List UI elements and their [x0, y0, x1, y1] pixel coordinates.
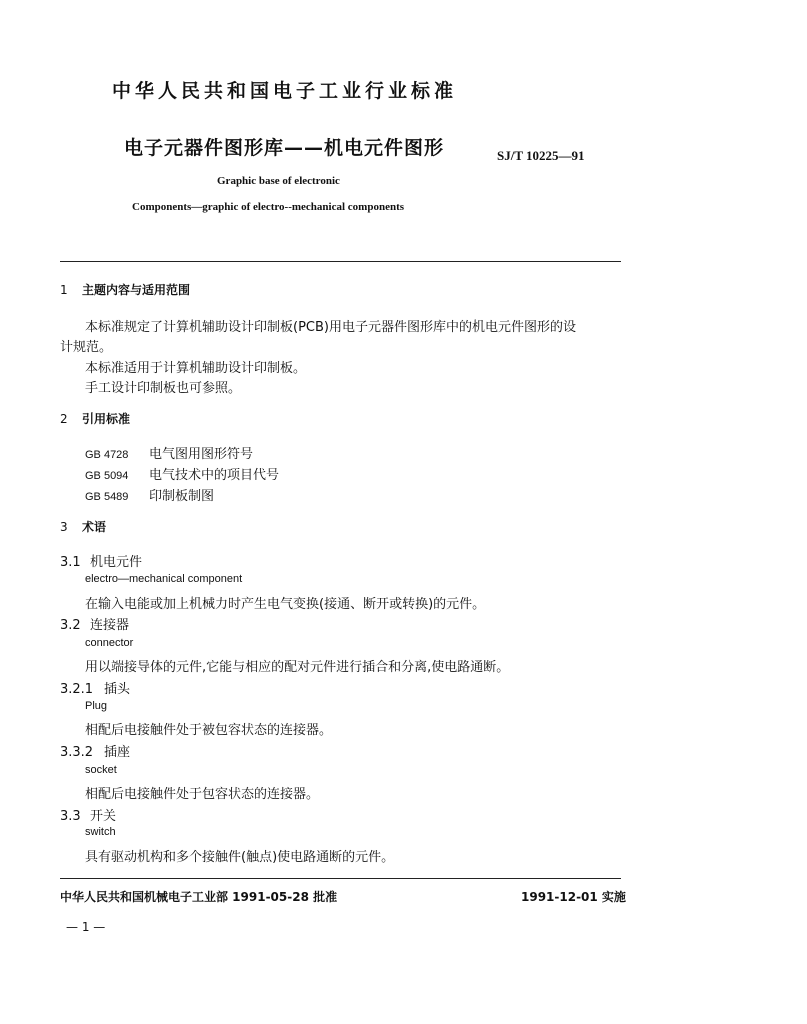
section-2-heading: [60, 410, 130, 427]
term-definition: 相配后电接触件处于被包容状态的连接器。: [85, 723, 333, 738]
reference-code: GB 5094: [85, 470, 129, 482]
approval-statement: 中华人民共和国机械电子工业部 1991-05-28 批准: [60, 890, 338, 904]
reference-item: [85, 464, 279, 483]
term-number: 3.2.1: [60, 682, 94, 697]
term-name-en: socket: [85, 764, 117, 776]
header-divider: [60, 261, 621, 262]
section-1-paragraph-2: 本标准适用于计算机辅助设计印制板。: [85, 361, 307, 376]
reference-item: [85, 443, 253, 462]
term-definition: 具有驱动机构和多个接触件(触点)使电路通断的元件。: [85, 850, 395, 865]
term-name-en: connector: [85, 637, 134, 649]
footer-divider: [60, 878, 621, 879]
term-number: 3.3.2: [60, 745, 94, 760]
term-number: 3.1: [60, 555, 81, 570]
reference-name: 电气技术中的项目代号: [149, 468, 280, 483]
term-heading: [60, 551, 142, 570]
term-definition: 相配后电接触件处于包容状态的连接器。: [85, 787, 320, 802]
section-number: 3: [60, 520, 68, 534]
term-name-en: electro—mechanical component: [85, 573, 243, 585]
section-number: 2: [60, 412, 68, 426]
term-number: 3.3: [60, 809, 81, 824]
term-name-cn: 机电元件: [90, 555, 143, 570]
term-name-cn: 插头: [104, 682, 131, 697]
term-name-cn: 插座: [104, 745, 131, 760]
term-heading: [60, 678, 130, 697]
reference-item: [85, 485, 214, 504]
section-number: 1: [60, 283, 68, 297]
term-definition: 在输入电能或加上机械力时产生电气变换(接通、断开或转换)的元件。: [85, 597, 486, 612]
section-1-paragraph-1-line-1: 本标准规定了计算机辅助设计印制板(PCB)用电子元器件图形库中的机电元件图形的设: [85, 320, 576, 335]
term-name-cn: 开关: [90, 809, 117, 824]
reference-name: 电气图用图形符号: [149, 447, 254, 462]
term-number: 3.2: [60, 618, 81, 633]
document-title-en-line1: Graphic base of electronic: [217, 175, 340, 187]
section-1-paragraph-1-line-2: 计规范。: [60, 340, 113, 355]
reference-code: GB 5489: [85, 491, 129, 503]
term-heading: [60, 741, 130, 760]
reference-name: 印制板制图: [149, 489, 215, 504]
effective-date: 1991-12-01 实施: [521, 890, 626, 904]
term-heading: [60, 614, 129, 633]
reference-code: GB 4728: [85, 449, 129, 461]
document-title-cn: 电子元器件图形库——机电元件图形: [124, 137, 445, 159]
section-1-paragraph-3: 手工设计印制板也可参照。: [85, 381, 242, 396]
standard-number: SJ/T 10225—91: [497, 148, 585, 163]
term-name-en: switch: [85, 826, 116, 838]
term-heading: [60, 805, 116, 824]
page-number: — 1 —: [66, 920, 106, 934]
term-name-cn: 连接器: [90, 618, 130, 633]
section-3-heading: [60, 518, 106, 535]
term-definition: 用以端接导体的元件,它能与相应的配对元件进行插合和分离,使电路通断。: [85, 660, 510, 675]
standard-category: 中华人民共和国电子工业行业标准: [112, 80, 458, 102]
section-title: 术语: [82, 520, 107, 534]
document-title-en-line2: Components—graphic of electro--mechanical components: [132, 201, 405, 213]
section-1-heading: [60, 281, 190, 298]
section-title: 主题内容与适用范围: [82, 283, 191, 297]
section-title: 引用标准: [82, 412, 131, 426]
term-name-en: Plug: [85, 700, 108, 712]
